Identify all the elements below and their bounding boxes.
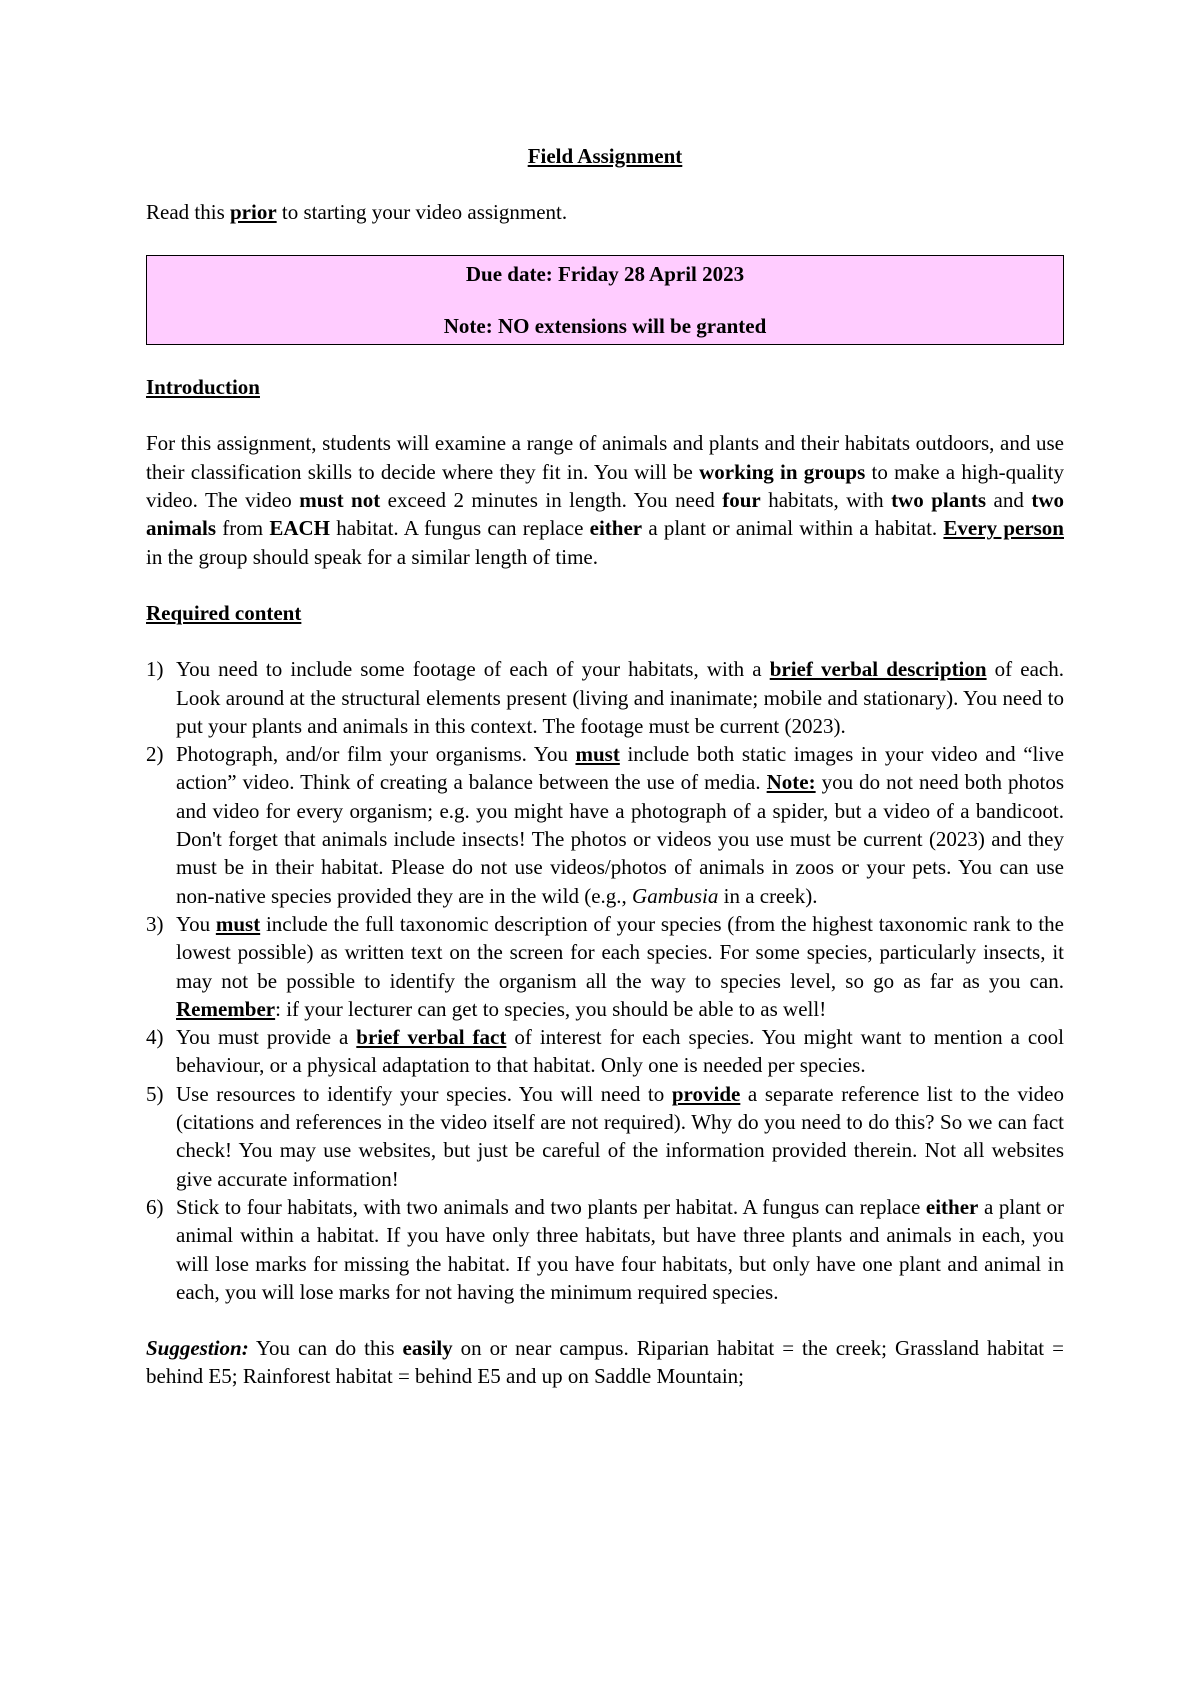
list-item: 5) Use resources to identify your species. You will need to provide a separate reference list to the video (citations and references in the video itself are not required). Why do you need to do this? So we can fact check! You may use websites, but just be careful of the information provided therein. Not all websites give accurate information! (146, 1081, 1064, 1191)
list-item: 3) You must include the full taxonomic description of your species (from the highest taxonomic rank to the lowest possible) as written text on the screen for each species. For some species, particularly insects, it may not be possible to identify the organism all the way to species level, so go as far as you can. Remember: if your lecturer can get to species, you should be able to as well! (146, 911, 1064, 1021)
due-date: Due date: Friday 28 April 2023 (465, 261, 745, 286)
intro-text: Read this (146, 200, 230, 225)
list-item: 4) You must provide a brief verbal fact of interest for each species. You might want to mention a cool behaviour, or a physical adaptation to that habitat. Only one is needed per species. (146, 1025, 1065, 1078)
document-page (146, 142, 1064, 1391)
intro-line (146, 198, 1064, 226)
suggestion-label: Suggestion: (146, 1336, 249, 1361)
list-item: 1) You need to include some footage of each of your habitats, with a brief verbal description of each. Look around at the structural elements present (living and inanimate; mobile and stationary). You need to put your plants and animals in this context. The footage must be current (2023). (146, 657, 1064, 738)
introduction-paragraph: For this assignment, students will examine a range of animals and plants and their habitats outdoors, and use their classification skills to decide where they fit in. You will be working in groups to make a high-quality video. The video must not exceed 2 minutes in length. You need four habitats, with two plants and two animals from EACH habitat. A fungus can replace either a plant or animal within a habitat. Every person in the group should speak for a similar length of time. (146, 431, 1065, 569)
introduction-heading: Introduction (146, 375, 260, 400)
list-item: 6) Stick to four habitats, with two animals and two plants per habitat. A fungus can replace either a plant or animal within a habitat. If you have only three habitats, but have three plants and animals in each, you will lose marks for missing the habitat. If you have four habitats, but only have one plant and animal in each, you will lose marks for not having the minimum required species. (146, 1194, 1064, 1304)
intro-emphasis: prior (230, 200, 277, 225)
due-date-box (146, 255, 1064, 346)
extension-note: Note: NO extensions will be granted (443, 313, 767, 338)
list-item: 2) Photograph, and/or film your organisms. You must include both static images in your video and “live action” video. Think of creating a balance between the use of media. Note: you do not need both photos and video for every organism; e.g. you might have a photograph of a spider, but a video of a bandicoot. Don't forget that animals include insects! The photos or videos you use must be current (2023) and they must be in their habitat. Please do not use videos/photos of animals in zoos or your pets. You can use non-native species provided they are in the wild (e.g., Gambusia in a creek). (146, 742, 1065, 908)
required-content-heading: Required content (146, 600, 302, 625)
suggestion-paragraph: Suggestion: You can do this easily on or near campus. Riparian habitat = the creek; Grassland habitat = behind E5; Rainforest habitat = behind E5 and up on Saddle Mountain; (146, 1336, 1064, 1389)
intro-text-end: to starting your video assignment. (276, 200, 568, 225)
document-title: Field Assignment (527, 144, 683, 168)
required-content-list (146, 655, 1064, 1306)
